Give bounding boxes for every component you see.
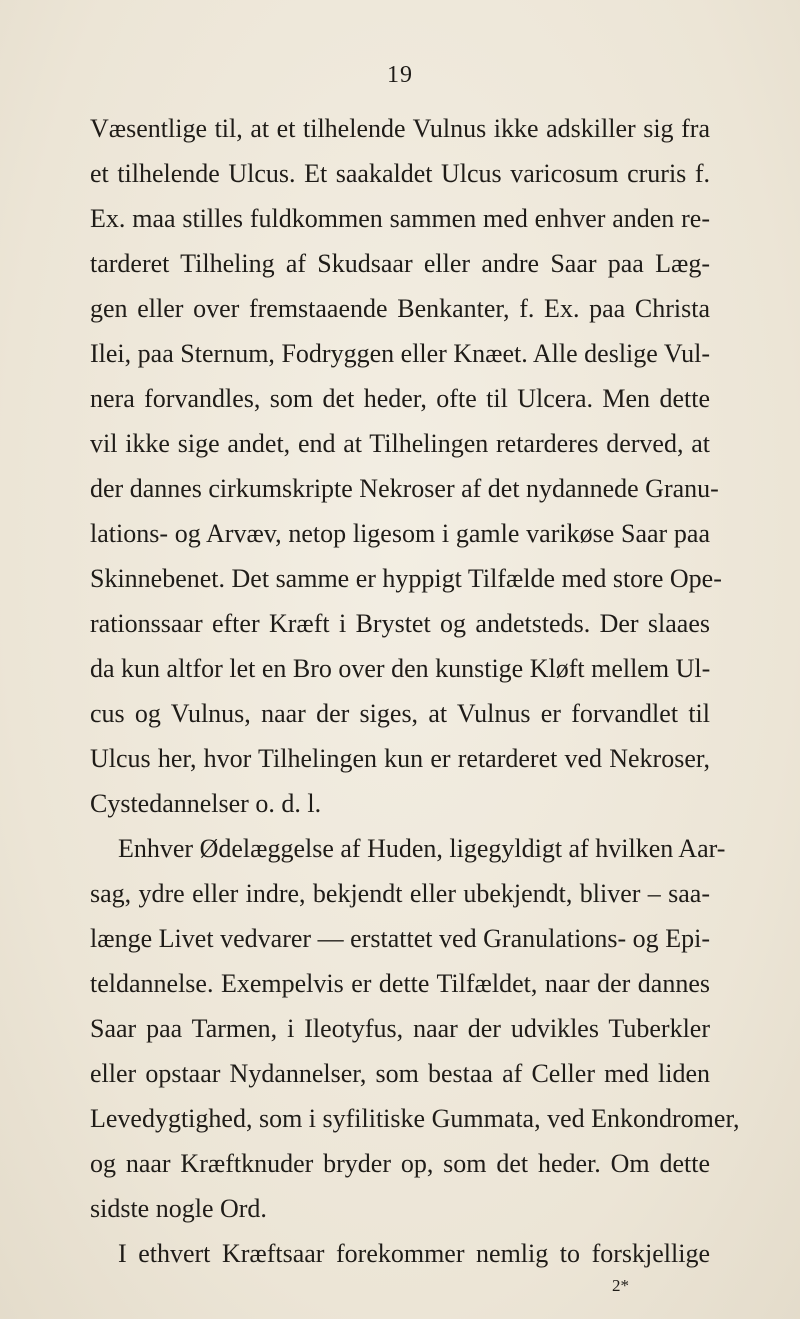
text-line: Levedygtighed, som i syfilitiske Gummata, ved Enkondromer, bbox=[90, 1104, 740, 1133]
text-line: nera forvandles, som det heder, ofte til Ulcera. Men dette bbox=[90, 384, 710, 413]
text-line: Cystedannelser o. d. l. bbox=[90, 789, 322, 818]
text-line: og naar Kræftknuder bryder op, som det heder. Om dette bbox=[90, 1149, 710, 1178]
text-line: lations- og Arvæv, netop ligesom i gamle varikøse Saar paa bbox=[90, 519, 710, 548]
text-line: Væsentlige til, at et tilhelende Vulnus ikke adskiller sig fra bbox=[90, 114, 710, 143]
text-line: gen eller over fremstaaende Benkanter, f. Ex. paa Christa bbox=[90, 294, 710, 323]
text-line: teldannelse. Exempelvis er dette Tilfældet, naar der dannes bbox=[90, 969, 710, 998]
text-line: da kun altfor let en Bro over den kunstige Kløft mellem Ul- bbox=[90, 654, 711, 683]
text-line: I ethvert Kræftsaar forekommer nemlig to forskjellige bbox=[118, 1239, 710, 1268]
text-line: et tilhelende Ulcus. Et saakaldet Ulcus varicosum cruris f. bbox=[90, 159, 710, 188]
text-line: Ulcus her, hvor Tilhelingen kun er retarderet ved Nekroser, bbox=[90, 744, 710, 773]
text-line: vil ikke sige andet, end at Tilhelingen retarderes derved, at bbox=[90, 429, 710, 458]
text-line: sidste nogle Ord. bbox=[90, 1194, 267, 1223]
text-line: tarderet Tilheling af Skudsaar eller andre Saar paa Læg- bbox=[90, 249, 710, 278]
signature-mark: 2* bbox=[612, 1276, 629, 1295]
text-line: cus og Vulnus, naar der siges, at Vulnus er forvandlet til bbox=[90, 699, 710, 728]
text-line: Skinnebenet. Det samme er hyppigt Tilfælde med store Ope- bbox=[90, 564, 722, 593]
text-line: Ex. maa stilles fuldkommen sammen med enhver anden re- bbox=[90, 204, 710, 233]
text-line: rationssaar efter Kræft i Brystet og andetsteds. Der slaaes bbox=[90, 609, 710, 638]
text-line: Saar paa Tarmen, i Ileotyfus, naar der udvikles Tuberkler bbox=[90, 1014, 710, 1043]
text-line: eller opstaar Nydannelser, som bestaa af Celler med liden bbox=[90, 1059, 710, 1088]
text-line: der dannes cirkumskripte Nekroser af det nydannede Granu- bbox=[90, 474, 719, 503]
text-line: sag, ydre eller indre, bekjendt eller ubekjendt, bliver – saa- bbox=[90, 879, 710, 908]
text-line: længe Livet vedvarer — erstattet ved Granulations- og Epi- bbox=[90, 924, 710, 953]
text-line: Enhver Ødelæggelse af Huden, ligegyldigt af hvilken Aar- bbox=[118, 834, 726, 863]
body-text bbox=[90, 106, 740, 1276]
text-line: Ilei, paa Sternum, Fodryggen eller Knæet. Alle deslige Vul- bbox=[90, 339, 710, 368]
page-number: 19 bbox=[387, 62, 413, 88]
